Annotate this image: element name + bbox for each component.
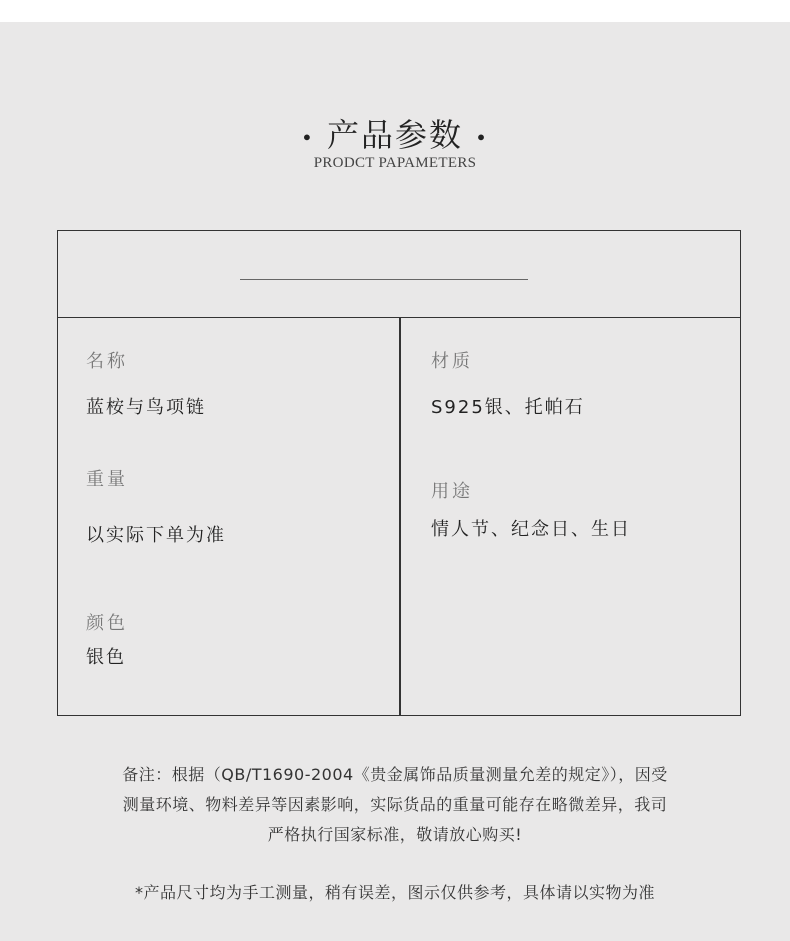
note-line-2: 测量环境、物料差异等因素影响，实际货品的重量可能存在略微差异，我司 <box>122 795 668 814</box>
title-text: 产品参数 <box>326 116 463 154</box>
note-line-3: 严格执行国家标准，敬请放心购买! <box>267 825 523 844</box>
weight-label: 重量 <box>86 469 128 490</box>
material-label: 材质 <box>431 351 473 372</box>
color-value: 银色 <box>86 647 126 668</box>
column-divider <box>399 317 401 715</box>
page-title <box>0 110 790 156</box>
name-value: 蓝桉与鸟项链 <box>86 397 206 418</box>
header-divider-line <box>240 279 528 280</box>
usage-value: 情人节、纪念日、生日 <box>431 519 631 540</box>
params-table <box>57 230 741 716</box>
material-value: S925银、托帕石 <box>431 397 585 418</box>
title-dot-left: • <box>301 125 315 150</box>
weight-value: 以实际下单为准 <box>86 525 226 546</box>
color-label: 颜色 <box>86 613 128 634</box>
name-label: 名称 <box>86 351 128 372</box>
note-line-1: 备注：根据（QB/T1690-2004《贵金属饰品质量测量允差的规定》），因受 <box>122 765 668 784</box>
page-subtitle: PRODCT PAPAMETERS <box>313 155 477 171</box>
title-dot-right: • <box>475 125 489 150</box>
usage-label: 用途 <box>431 481 473 502</box>
params-header-row <box>58 231 740 318</box>
disclaimer-text: *产品尺寸均为手工测量，稍有误差，图示仅供参考，具体请以实物为准 <box>134 883 655 902</box>
